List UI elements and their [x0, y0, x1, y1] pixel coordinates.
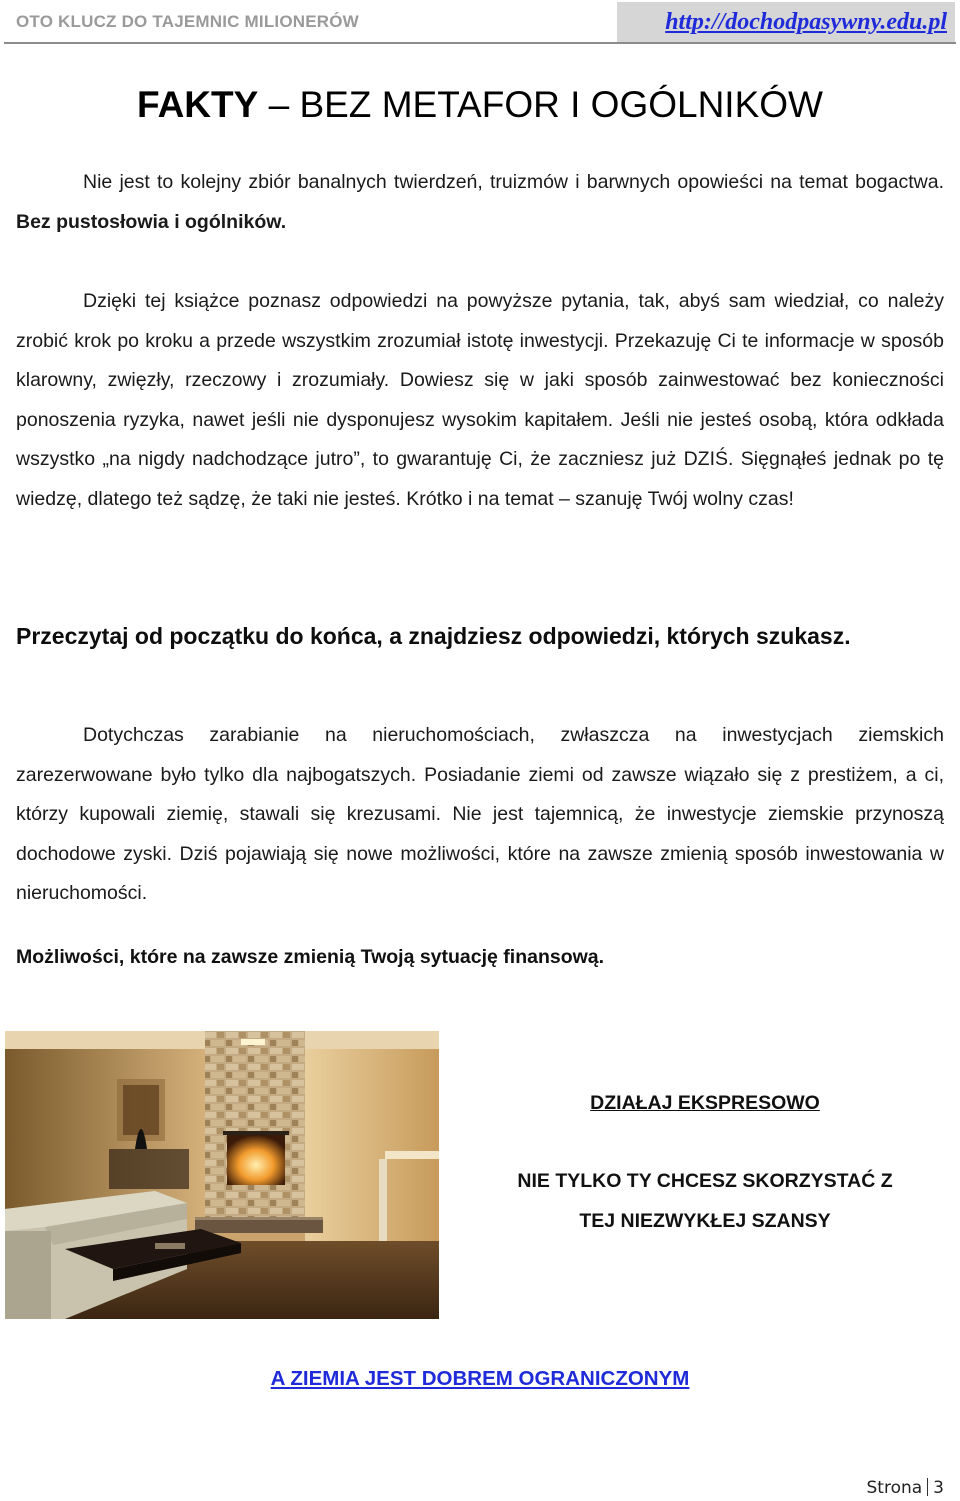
header-website-link[interactable]: http://dochodpasywny.edu.pl: [665, 9, 947, 35]
page-header: [0, 0, 960, 44]
limited-land-link[interactable]: A ZIEMIA JEST DOBREM OGRANICZONYM: [270, 1367, 690, 1390]
land-paragraph: Dotychczas zarabianie na nieruchomościach, zwłaszcza na inwestycjach ziemskich zarezerwowane było tylko dla najbogatszych. Posiadanie ziemi od zawsze wiązało się z prestiżem, a ci, którzy kupowali ziemię, stawali się krezusami. Nie jest tajemnicą, że inwestycje ziemskie przynoszą dochodowe zyski. Dziś pojawiają się nowe możliwości, które na zawsze zmienią sposób inwestowania w nieruchomości.: [16, 724, 944, 904]
living-room-photo: [5, 1031, 439, 1319]
benefits-paragraph: Dzięki tej książce poznasz odpowiedzi na powyższe pytania, tak, abyś sam wiedział, co należy zrobić krok po kroku a przede wszystkim zrozumiał istotę inwestycji. Przekazuję Ci te informacje w sposób klarowny, zwięzły, rzeczowy i zrozumiały. Dowiesz się w jaki sposób zainwestować bez konieczności ponoszenia ryzyka, nawet jeśli nie dysponujesz wysokim kapitałem. Jeśli nie jesteś osobą, która odkłada wszystko „na nigdy nadchodzące jutro”, to gwarantuję Ci, że zaczniesz już DZIŚ. Sięgnąłeś jednak po tę wiedzę, dlatego też sądzę, że taki nie jesteś. Krótko i na temat – szanuję Twój wolny czas!: [16, 290, 944, 510]
cta-line-2: NIE TYLKO TY CHCESZ SKORZYSTAĆ Z: [517, 1170, 893, 1192]
cta-act-fast: DZIAŁAJ EKSPRESOWO: [590, 1092, 820, 1114]
page-footer: [867, 1478, 945, 1498]
opportunities-line: Możliwości, które na zawsze zmienią Twoją sytuację finansową.: [16, 946, 605, 968]
header-link-box: [617, 2, 955, 42]
intro-text: Nie jest to kolejny zbiór banalnych twierdzeń, truizmów i barwnych opowieści na temat bogactwa.: [83, 171, 944, 193]
page-title: [0, 84, 960, 126]
footer-label: Strona: [866, 1478, 923, 1498]
header-divider: [4, 42, 956, 44]
page-number: 3: [933, 1478, 944, 1498]
cta-line-3: TEJ NIEZWYKŁEJ SZANSY: [579, 1210, 831, 1232]
title-rest: – BEZ METAFOR I OGÓLNIKÓW: [258, 84, 823, 125]
intro-bold: Bez pustosłowia i ogólników.: [16, 210, 287, 233]
intro-paragraph: [16, 163, 944, 242]
header-title: OTO KLUCZ DO TAJEMNIC MILIONERÓW: [16, 12, 359, 31]
read-heading: Przeczytaj od początku do końca, a znajdziesz odpowiedzi, których szukasz.: [16, 623, 851, 649]
title-bold: FAKTY: [137, 84, 259, 125]
footer-separator: [927, 1478, 928, 1496]
